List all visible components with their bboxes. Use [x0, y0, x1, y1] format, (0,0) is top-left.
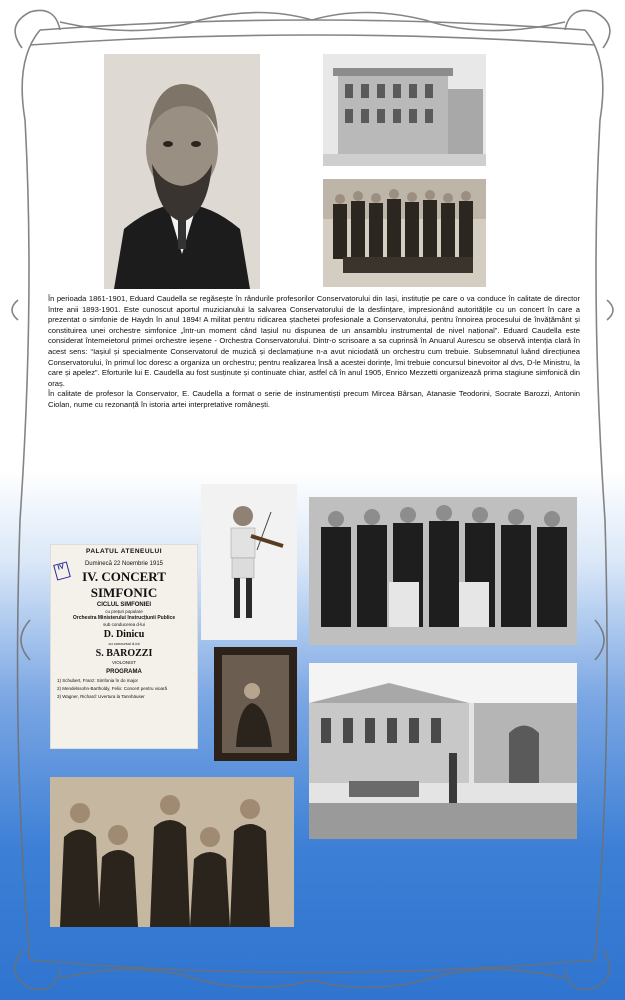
city-square-photo: [309, 663, 577, 839]
poster-soloist-role: VIOLONIST: [111, 660, 136, 665]
poster-cycle: CICLUL SIMFONIEI: [96, 602, 152, 608]
students-group-photo: [309, 497, 577, 645]
concert-poster: [50, 544, 198, 749]
conservatory-building-photo: [323, 54, 486, 166]
portrait-photo: [104, 54, 260, 289]
poster-soloist-note: cu concursul d-lui: [108, 641, 140, 646]
students-image: [309, 497, 577, 645]
young-man-image: [214, 647, 297, 761]
family-photo: [50, 777, 294, 927]
young-man-portrait-photo: [214, 647, 297, 761]
poster-date: Duminecă 22 Noembrie 1915: [84, 561, 164, 567]
family-image: [50, 777, 294, 927]
poster-conductor: D. Dinicu: [103, 629, 145, 640]
body-text: [48, 294, 580, 411]
poster-subtitle: cu prețuri populare: [105, 609, 143, 614]
poster-orchestra: Orchestra Ministerului Instrucțiunii Publice: [72, 615, 176, 621]
poster-conductor-note: sub conducerea d-lui: [103, 622, 145, 627]
child-violinist-photo: [201, 484, 297, 640]
city-square-image: [309, 663, 577, 839]
poster-program-heading: PROGRAMA: [106, 669, 142, 675]
poster-venue: PALATUL ATENEULUI: [85, 548, 163, 555]
body-paragraph-1: În perioada 1861-1901, Eduard Caudella se regăsește în rândurile profesorilor Conservatorului din Iași, instituție pe care o va conduce în calitate de director între anii 1893-1901. Este cunoscut aportul muzicianului la salvarea Conservatorului de la desființare, impresionând autoritățile cu un concert în care a prezentat o simfonie de Haydn în anul 1894! A militat pentru ridicarea ștachetei profesionale a Conservatorului, pentru înnoirea procesului de învățământ și constituirea unei orchestre simfonice „într-un moment când Iașiul nu dispunea de un ansamblu instrumental de nivel național”. Eduard Caudella este considerat întemeietorul primei orchestre ieșene - Orchestra Conservatorului. Dintr-o scrisoare a sa cuprinsă în Anuarul Aurescu se observă intenția clară în acest sens: “Iașiul și specialmente Conservatorul de muzică și declamațiune n-a avut niciodată un orchestru cum trebuie. Subsemnatul luând direcțiunea Conservatorului, în primul loc doresc a organiza un orchestru; pentru realizarea însă a acestei dorințe, îmi trebuie concursul binevoitor al dvs, D-le Ministru, la care și apelez”. Eforturile lui E. Caudella au fost susținute și continuate chiar, astfel că în anul 1905, Enrico Mezzetti organizează prima stagiune simfonică din oraș.: [48, 294, 580, 388]
orchestra-group-photo: [323, 179, 486, 287]
poster-soloist: S. BAROZZI: [95, 648, 153, 659]
poster-program-item: 3) Wagner, Richard: Uvertura la Tannhäuser: [57, 694, 145, 699]
group-image: [323, 179, 486, 287]
poster-program-item: 1) Schubert, Franz: Simfonia în do major: [57, 678, 139, 683]
poster-program-item: 2) Mendelssohn-Bartholdy, Felix: Concert pentru vioară: [57, 686, 167, 691]
poster-title: IV. CONCERT SIMFONIC: [82, 569, 166, 600]
building-image: [323, 54, 486, 166]
portrait-image: [104, 54, 260, 289]
poster-stamp: IV: [53, 561, 71, 580]
body-paragraph-2: În calitate de profesor la Conservator, E. Caudella a format o serie de instrumentiști precum Mircea Bârsan, Atanasie Teodorini, Socrate Barozzi, Antonin Ciolan, nume cu rezonanță în istoria artei interpretative românești.: [48, 389, 580, 409]
violinist-image: [201, 484, 297, 640]
